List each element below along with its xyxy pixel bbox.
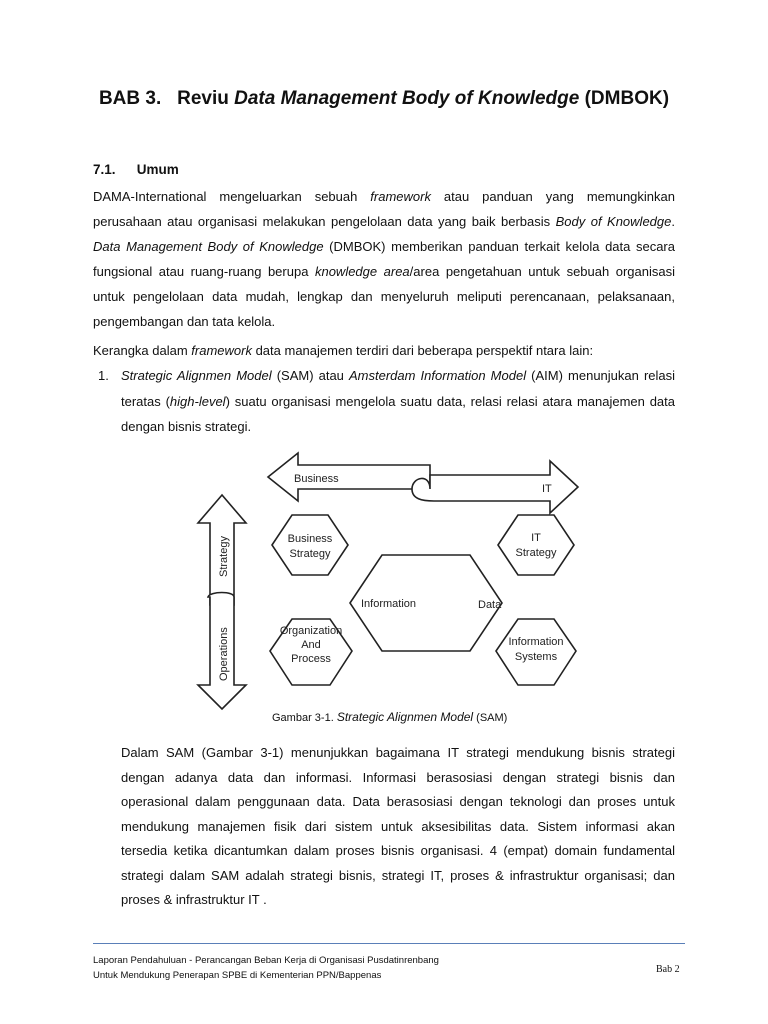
footer-line: Untuk Mendukung Penerapan SPBE di Kementerian PPN/Bappenas xyxy=(93,970,382,981)
text-run: (AIM) menunjukan relasi teratas ( xyxy=(121,368,676,409)
text-run: data manajemen terdiri dari beberapa perspektif ntara lain: xyxy=(251,343,594,358)
text-run-italic: Amsterdam Information Model xyxy=(349,368,527,383)
paragraph-sam-explanation: Dalam SAM (Gambar 3-1) menunjukkan bagaimana IT strategi mendukung bisnis strategi dengan adanya data dan informasi. Informasi berasosiasi dengan strategi bisnis dan operasional dalam penggunaan data. Data berasosiasi dengan teknologi dan proses untuk mendukung manajemen fisik dari sistem untuk aksesibilitas data. Sistem informasi akan tersedia ketika dicantumkan dalam proses bisnis organisasi. 4 (empat) domain fundamental strategi dalam SAM adalah strategi bisnis, strategi IT, proses & infrastruktur organisasi; dan proses & infrastruktur IT . xyxy=(121,745,675,907)
chapter-title-word: Reviu xyxy=(177,88,229,109)
chapter-title xyxy=(0,88,768,110)
text-run-italic: framework xyxy=(191,343,252,358)
text-run-italic: Data Management Body of Knowledge xyxy=(93,239,324,254)
caption-italic: Strategic Alignmen Model xyxy=(336,710,474,724)
text-run: . xyxy=(671,214,675,229)
info-systems-label-2: Systems xyxy=(514,651,558,663)
footer-line: Laporan Pendahuluan - Perancangan Beban Kerja di Organisasi Pusdatinrenbang xyxy=(93,955,439,966)
list-item xyxy=(93,363,675,440)
it-strategy-label-1: IT xyxy=(531,532,541,544)
text-run: (DMBOK) memberikan panduan terkait kelola data secara fungsional atau ruang-ruang berupa xyxy=(93,239,675,279)
it-strategy-label-2: Strategy xyxy=(515,547,557,559)
section-title: Umum xyxy=(136,162,179,177)
text-run-italic: Body of Knowledge xyxy=(555,214,672,229)
text-run-italic: Strategic Alignmen Model xyxy=(121,368,272,383)
info-systems-label-1: Information xyxy=(508,636,564,648)
text-run: /area pengetahuan untuk sebuah organisasi untuk pengelolaan data mudah, lengkap dan menyeluruh meliputi perencanaan, pelaksanaan, pengembangan dan tata kelola. xyxy=(93,264,676,329)
text-run-italic: framework xyxy=(370,189,431,204)
chapter-number: BAB 3. xyxy=(98,88,162,109)
caption-suffix: (SAM) xyxy=(473,712,508,724)
it-strategy-hexagon xyxy=(498,515,574,575)
text-run: (SAM) atau xyxy=(271,368,350,383)
business-arrow-icon xyxy=(268,453,430,501)
text-run-italic: high-level xyxy=(169,393,226,409)
chapter-title-italic: Data Management Body of Knowledge xyxy=(234,88,580,109)
list-marker: 1. xyxy=(98,368,109,383)
text-run: DAMA-International mengeluarkan sebuah xyxy=(93,189,371,204)
section-number: 7.1. xyxy=(93,162,116,177)
chapter-title-suffix: (DMBOK) xyxy=(584,88,670,109)
text-run-italic: knowledge area xyxy=(314,264,410,279)
paragraph-intro xyxy=(93,184,675,334)
operations-label: Operations xyxy=(218,627,230,681)
text-run: atau panduan yang memungkinkan perusahaan atau organisasi melakukan pengelolaan data yang baik berbasis xyxy=(93,189,675,229)
business-strategy-label-2: Strategy xyxy=(289,548,331,560)
org-process-label-2: And xyxy=(301,639,321,651)
org-process-label-1: Organization xyxy=(279,625,343,637)
page-number: Bab 2 xyxy=(656,964,680,975)
strategy-label: Strategy xyxy=(218,536,230,577)
perspective-list xyxy=(93,363,675,440)
caption-prefix: Gambar 3-1. xyxy=(272,712,337,724)
it-label: IT xyxy=(542,483,552,495)
paragraph-framework xyxy=(93,338,675,363)
footer-divider xyxy=(93,943,685,944)
business-strategy-hexagon xyxy=(272,515,348,575)
sam-diagram xyxy=(190,445,600,715)
text-run: Kerangka dalam xyxy=(93,343,192,358)
section-heading xyxy=(93,162,179,177)
figure-caption xyxy=(272,710,507,724)
business-label: Business xyxy=(294,473,339,485)
org-process-label-3: Process xyxy=(291,653,331,665)
information-label: Information xyxy=(361,598,417,610)
it-arrow-icon xyxy=(412,461,578,513)
text-run: ) suatu organisasi mengelola suatu data, relasi relasi atara manajemen data dengan bisnis strategi. xyxy=(121,393,676,434)
business-strategy-label-1: Business xyxy=(287,533,333,545)
footer xyxy=(93,953,439,983)
data-label: Data xyxy=(478,599,502,611)
